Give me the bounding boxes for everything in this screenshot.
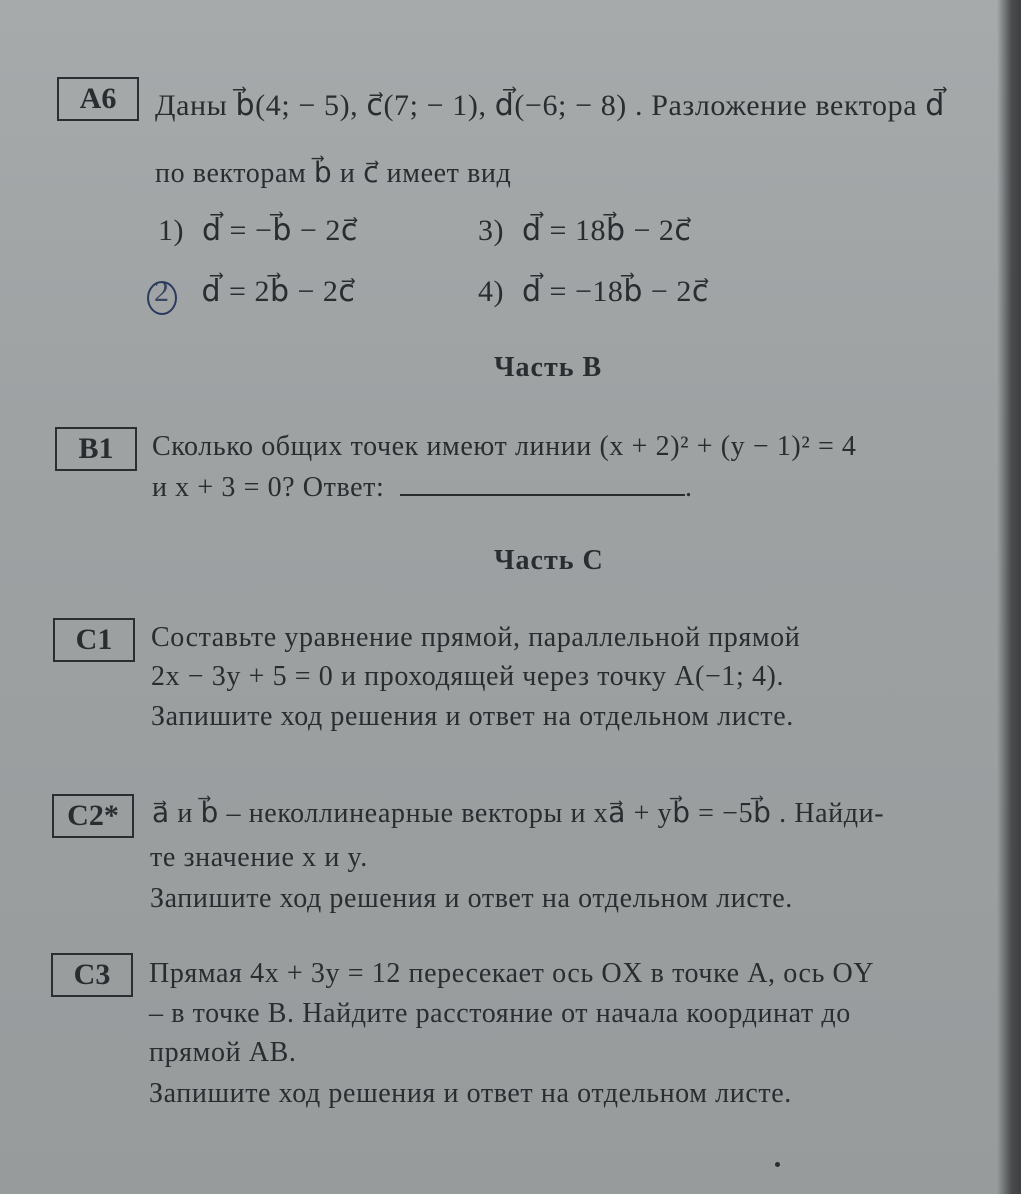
section-heading-part-c: Часть С	[494, 545, 604, 576]
ink-dot	[775, 1162, 780, 1167]
answer-blank-line[interactable]	[400, 472, 685, 496]
task-b1-line-1: Сколько общих точек имеют линии (x + 2)² + (y − 1)² = 4	[152, 431, 857, 462]
hand-drawn-circle-mark	[147, 281, 177, 315]
task-a6-label: A6	[57, 77, 139, 121]
task-a6-line-1: Даны b⃗(4; − 5), c⃗(7; − 1), d⃗(−6; − 8) . Разложение вектора d⃗	[155, 89, 945, 122]
option-formula: d⃗ = −18b⃗ − 2c⃗	[522, 275, 709, 308]
task-c2-label: C2*	[52, 794, 134, 838]
option-formula: d⃗ = 2b⃗ − 2c⃗	[201, 275, 356, 308]
option-formula: d⃗ = −b⃗ − 2c⃗	[202, 214, 358, 247]
section-heading-part-b: Часть В	[494, 352, 603, 383]
option-number: 1)	[158, 214, 184, 247]
task-c3-line-1: Прямая 4x + 3y = 12 пересекает ось OX в точке A, ось OY	[149, 958, 875, 989]
task-a6-option-1	[158, 213, 358, 248]
task-c2-line-1: a⃗ и b⃗ – неколлинеарные векторы и xa⃗ + yb⃗ = −5b⃗ . Найди-	[152, 798, 885, 829]
task-c3-label: C3	[51, 953, 133, 997]
task-c3-line-2: – в точке B. Найдите расстояние от начала координат до	[149, 998, 851, 1029]
task-c1-line-3: Запишите ход решения и ответ на отдельном листе.	[151, 701, 794, 732]
page-edge-shadow	[997, 0, 1021, 1194]
task-a6-option-2	[154, 274, 355, 309]
option-number: 2	[154, 275, 170, 308]
task-b1-question: и x + 3 = 0? Ответ:	[152, 472, 385, 503]
task-a6-option-3	[478, 213, 691, 248]
task-a6-line-2: по векторам b⃗ и c⃗ имеет вид	[155, 158, 512, 189]
task-b1-line-2	[152, 472, 693, 504]
task-c2-line-2: те значение x и y.	[150, 842, 368, 873]
task-c3-line-3: прямой AB.	[149, 1037, 297, 1068]
answer-period: .	[684, 472, 693, 503]
task-c3-line-4: Запишите ход решения и ответ на отдельном листе.	[149, 1078, 792, 1109]
task-a6-option-4	[478, 274, 709, 309]
task-c1-line-1: Составьте уравнение прямой, параллельной прямой	[151, 622, 801, 653]
task-c2-line-3: Запишите ход решения и ответ на отдельном листе.	[150, 883, 793, 914]
option-number: 4)	[478, 275, 504, 308]
task-c1-label: C1	[53, 618, 135, 662]
task-b1-label: B1	[55, 427, 137, 471]
task-c1-line-2: 2x − 3y + 5 = 0 и проходящей через точку A(−1; 4).	[151, 661, 785, 692]
option-formula: d⃗ = 18b⃗ − 2c⃗	[522, 214, 692, 247]
option-number: 3)	[478, 214, 504, 247]
